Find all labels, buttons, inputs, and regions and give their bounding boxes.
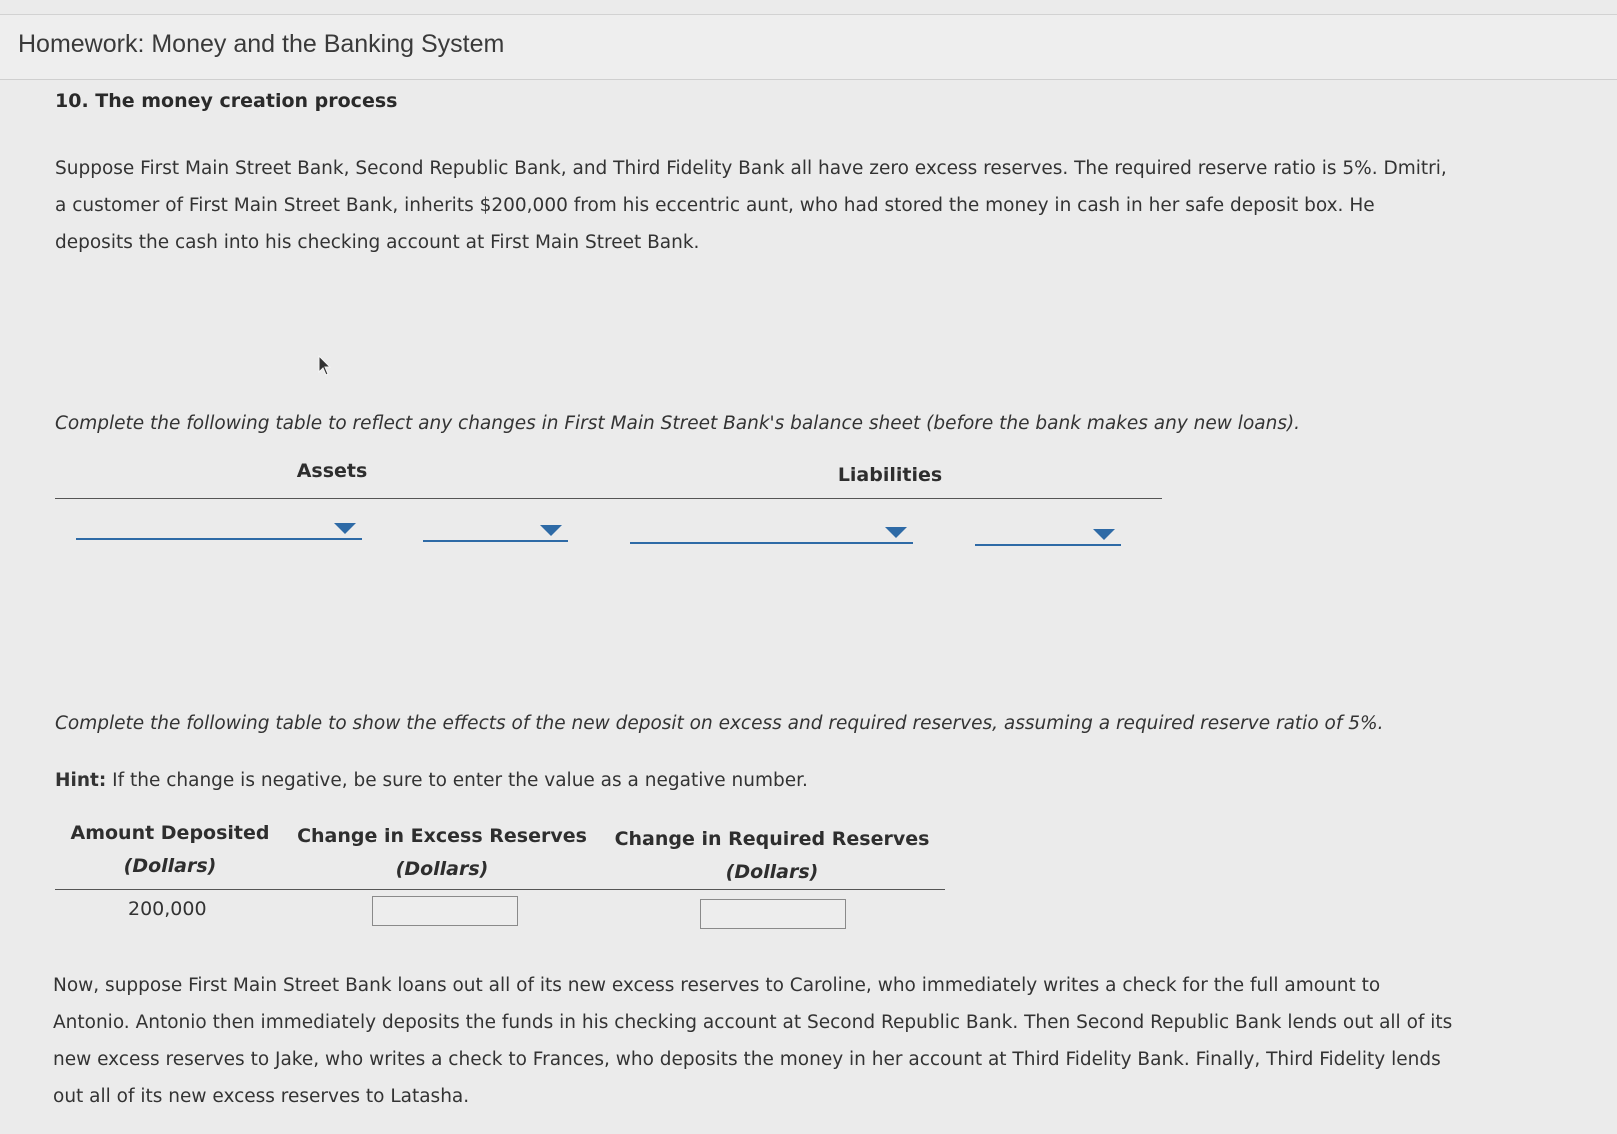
intro-line-1: Suppose First Main Street Bank, Second Republic Bank, and Third Fidelity Bank all have zero excess reserves. The required reserve ratio is 5%. Dmitri,	[55, 158, 1447, 179]
assets-item-dropdown[interactable]	[76, 518, 362, 540]
hint-label: Hint:	[55, 770, 107, 791]
followup-line-2: Antonio. Antonio then immediately deposits the funds in his checking account at Second Republic Bank. Then Second Republic Bank lends out all of its	[53, 1012, 1453, 1033]
chevron-down-icon	[885, 527, 907, 538]
reserves-instruction: Complete the following table to show the effects of the new deposit on excess and required reserves, assuming a required reserve ratio of 5%.	[55, 713, 1384, 734]
followup-line-4: out all of its new excess reserves to Latasha.	[53, 1086, 470, 1107]
liabilities-amount-dropdown[interactable]	[975, 524, 1121, 546]
chevron-down-icon	[334, 523, 356, 534]
liabilities-header: Liabilities	[837, 464, 943, 486]
balance-sheet-instruction: Complete the following table to reflect any changes in First Main Street Bank's balance sheet (before the bank makes any new loans).	[55, 413, 1301, 434]
reserves-table-rule	[55, 889, 945, 890]
question-intro	[55, 150, 1447, 261]
excess-reserves-header	[292, 825, 592, 880]
excess-reserves-unit: (Dollars)	[395, 858, 489, 880]
excess-reserves-title: Change in Excess Reserves	[297, 825, 587, 847]
followup-line-1: Now, suppose First Main Street Bank loans out all of its new excess reserves to Caroline, who immediately writes a check for the full amount to	[53, 975, 1381, 996]
followup-line-3: new excess reserves to Jake, who writes a check to Frances, who deposits the money in her account at Third Fidelity Bank. Finally, Third Fidelity lends	[53, 1049, 1441, 1070]
page-title: Homework: Money and the Banking System	[18, 30, 505, 58]
required-reserves-unit: (Dollars)	[725, 861, 819, 883]
intro-line-3: deposits the cash into his checking account at First Main Street Bank.	[55, 232, 700, 253]
required-reserves-header	[612, 828, 932, 883]
hint-text	[55, 762, 808, 799]
hint-body: If the change is negative, be sure to enter the value as a negative number.	[106, 770, 808, 791]
assets-header: Assets	[296, 460, 368, 482]
chevron-down-icon	[1093, 529, 1115, 540]
liabilities-item-dropdown[interactable]	[630, 522, 913, 544]
question-title: 10. The money creation process	[55, 90, 398, 112]
mouse-pointer-icon	[318, 355, 332, 377]
amount-deposited-title: Amount Deposited	[70, 822, 270, 844]
assets-amount-dropdown[interactable]	[423, 520, 568, 542]
required-reserves-input[interactable]	[700, 899, 846, 929]
required-reserves-title: Change in Required Reserves	[614, 828, 930, 850]
excess-reserves-input[interactable]	[372, 896, 518, 926]
amount-deposited-value: 200,000	[128, 898, 207, 920]
amount-deposited-unit: (Dollars)	[123, 855, 217, 877]
balance-sheet-rule	[55, 498, 1162, 499]
intro-line-2: a customer of First Main Street Bank, inherits $200,000 from his eccentric aunt, who had stored the money in cash in her safe deposit box. He	[55, 195, 1375, 216]
chevron-down-icon	[540, 525, 562, 536]
amount-deposited-header	[55, 822, 285, 877]
followup-paragraph	[53, 967, 1452, 1115]
